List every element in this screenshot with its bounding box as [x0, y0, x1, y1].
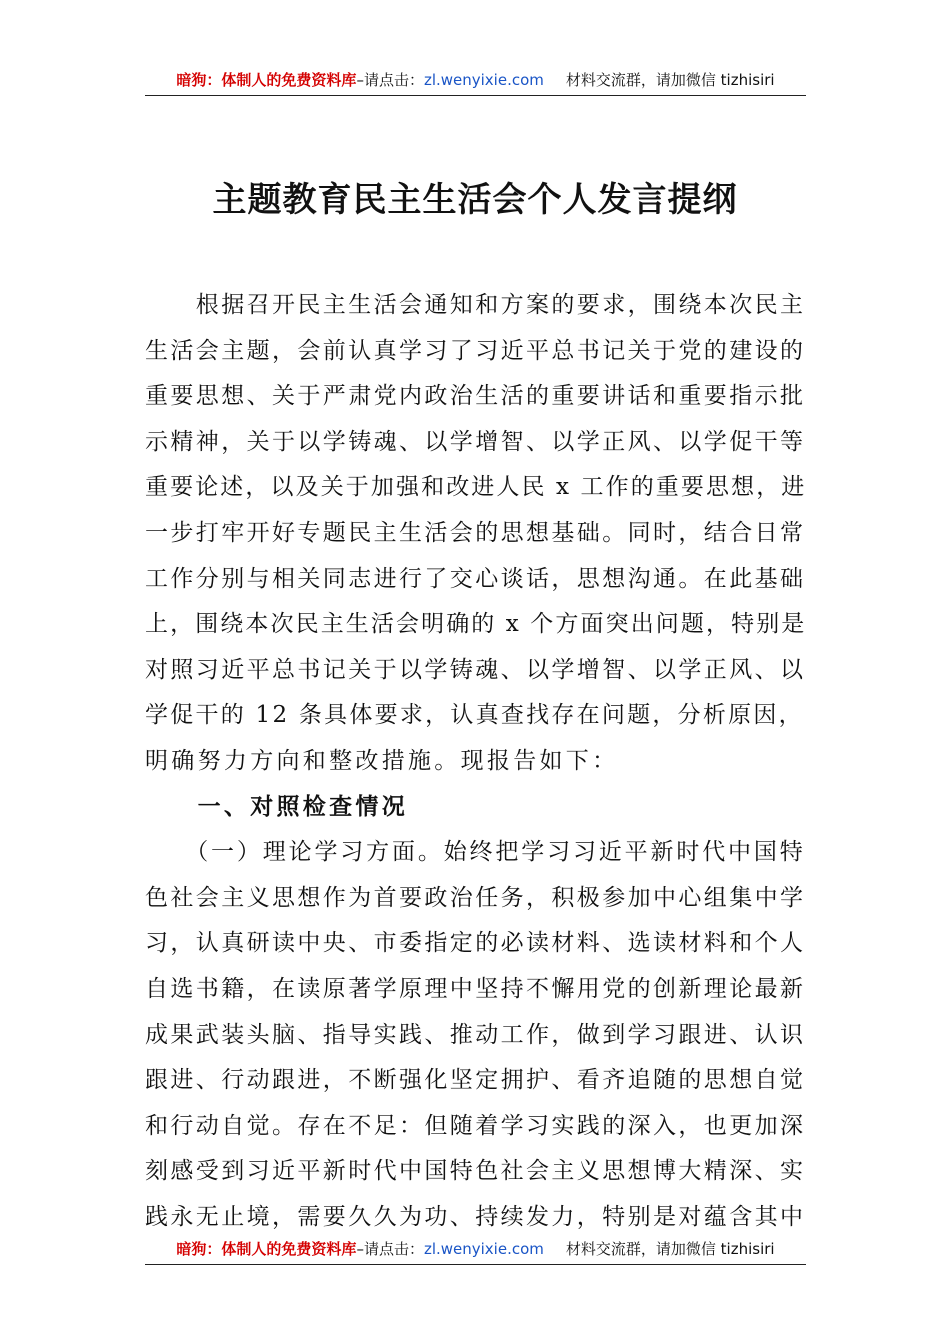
body-line: 习，认真研读中央、市委指定的必读材料、选读材料和个人 — [145, 930, 806, 957]
body-line: 跟进、行动跟进，不断强化坚定拥护、看齐追随的思想自觉 — [145, 1067, 806, 1094]
body-line: 践永无止境，需要久久为功、持续发力，特别是对蕴含其中 — [145, 1203, 806, 1230]
banner-link-label: –请点击： — [356, 1240, 424, 1258]
body-line: 重要思想、关于严肃党内政治生活的重要讲话和重要指示批 — [145, 383, 806, 410]
body-line: 一步打牢开好专题民主生活会的思想基础。同时，结合日常 — [145, 519, 806, 546]
body-line: 明确努力方向和整改措施。现报告如下： — [145, 747, 619, 774]
body-line: 示精神，关于以学铸魂、以学增智、以学正风、以学促干等 — [145, 428, 806, 455]
banner-link-label: –请点击： — [356, 71, 424, 89]
body-line: 刻感受到习近平新时代中国特色社会主义思想博大精深、实 — [145, 1158, 806, 1185]
banner-group-text: 材料交流群，请加微信 tizhisiri — [565, 71, 775, 89]
body-line: （一）理论学习方面。始终把学习习近平新时代中国特 — [145, 839, 806, 866]
body-line: 工作分别与相关同志进行了交心谈话，思想沟通。在此基础 — [145, 565, 806, 592]
body-line: 对照习近平总书记关于以学铸魂、以学增智、以学正风、以 — [145, 656, 806, 683]
banner-link[interactable]: zl.wenyixie.com — [423, 1240, 544, 1258]
footer-banner — [145, 1238, 806, 1265]
body-line: 自选书籍，在读原著学原理中坚持不懈用党的创新理论最新 — [145, 975, 806, 1002]
banner-brand: 暗狗：体制人的免费资料库 — [176, 1240, 357, 1258]
body-line: 上，围绕本次民主生活会明确的 x 个方面突出问题，特别是 — [145, 611, 807, 638]
body-line: 生活会主题，会前认真学习了习近平总书记关于党的建设的 — [145, 337, 806, 364]
header-banner — [145, 69, 806, 96]
body-line: 成果武装头脑、指导实践、推动工作，做到学习跟进、认识 — [145, 1021, 806, 1048]
body-line: 根据召开民主生活会通知和方案的要求，围绕本次民主 — [145, 292, 806, 318]
body-line: 学促干的 12 条具体要求，认真查找存在问题，分析原因， — [145, 702, 804, 729]
document-body — [145, 283, 807, 1240]
body-line: 和行动自觉。存在不足：但随着学习实践的深入，也更加深 — [145, 1112, 806, 1139]
section-heading: 一、对照检查情况 — [145, 793, 408, 820]
banner-brand: 暗狗：体制人的免费资料库 — [176, 71, 357, 89]
banner-link[interactable]: zl.wenyixie.com — [423, 71, 544, 89]
body-line: 重要论述，以及关于加强和改进人民 x 工作的重要思想，进 — [145, 474, 807, 501]
banner-group-text: 材料交流群，请加微信 tizhisiri — [565, 1240, 775, 1258]
document-title: 主题教育民主生活会个人发言提纲 — [212, 180, 738, 220]
body-line: 色社会主义思想作为首要政治任务，积极参加中心组集中学 — [145, 884, 806, 911]
